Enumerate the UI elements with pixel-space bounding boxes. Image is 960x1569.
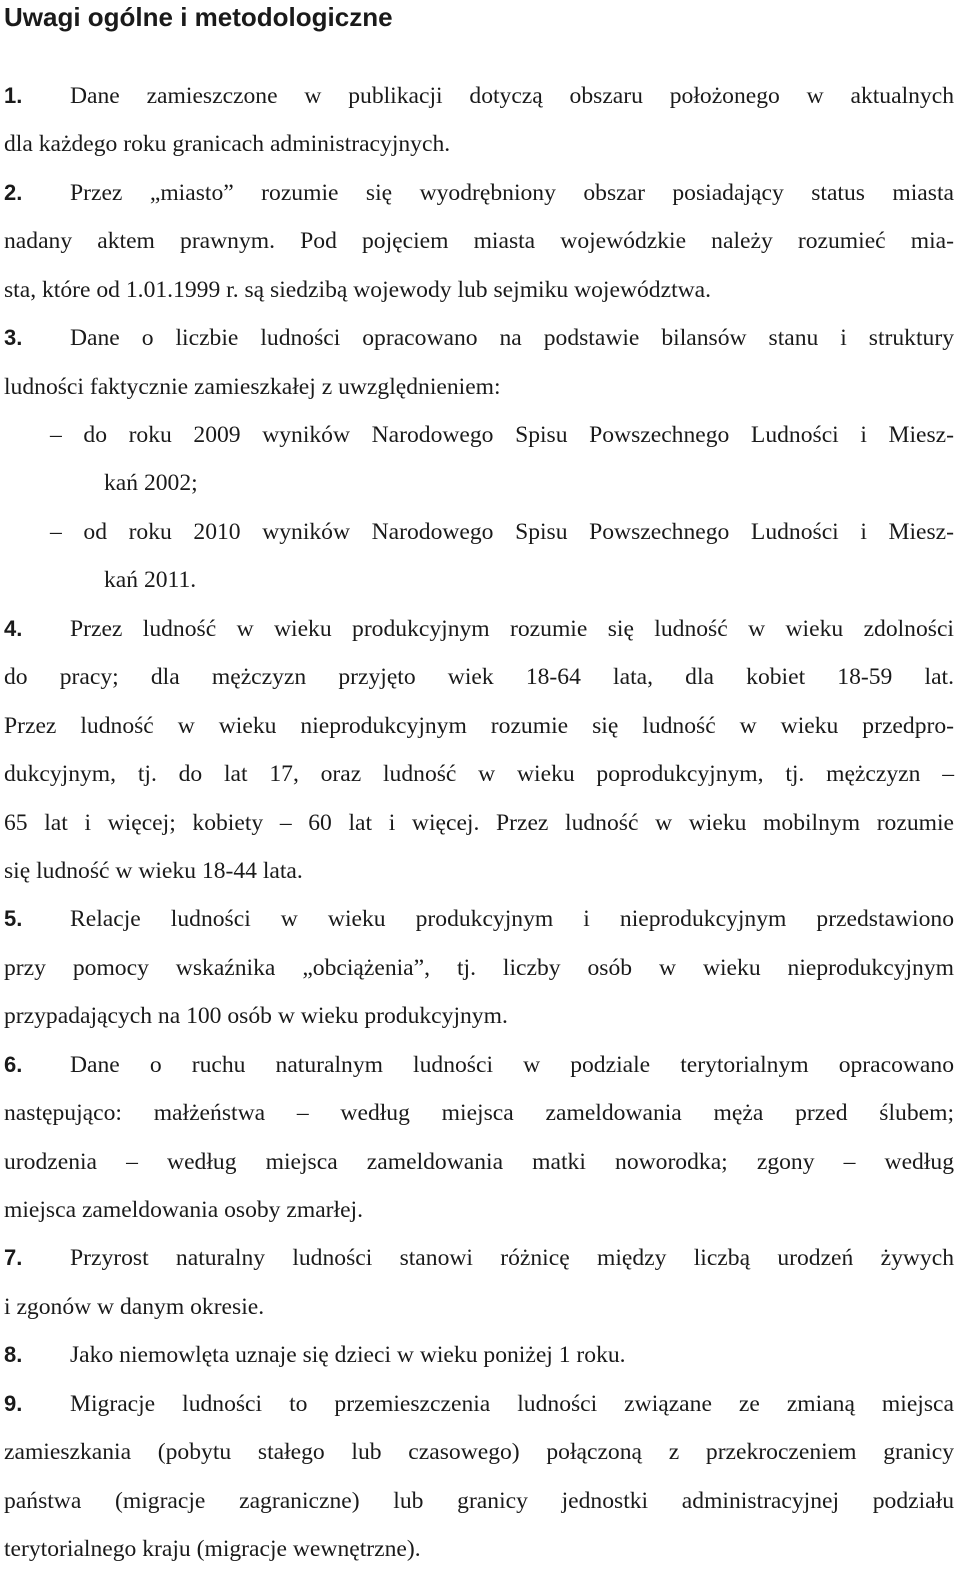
item-2-line-1: 2. Przez „miasto” rozumie się wyodrębniony obszar posiadający status miasta [4, 180, 954, 206]
item-5-line-2: przy pomocy wskaźnika „obciążenia”, tj. liczby osób w wieku nieprodukcyjnym [4, 955, 954, 981]
item-6-line-4: miejsca zameldowania osoby zmarłej. [4, 1197, 364, 1223]
item-4-line-5: 65 lat i więcej; kobiety – 60 lat i więcej. Przez ludność w wieku mobilnym rozumie [4, 810, 954, 836]
item-4-line-1: 4. Przez ludność w wieku produkcyjnym rozumie się ludność w wieku zdolności [4, 616, 954, 642]
item-6-line-2: następująco: małżeństwa – według miejsca zameldowania męża przed ślubem; [4, 1100, 954, 1126]
item-8-line-1: 8. Jako niemowlęta uznaje się dzieci w wieku poniżej 1 roku. [4, 1342, 626, 1368]
item-2-line-3: sta, które od 1.01.1999 r. są siedzibą wojewody lub sejmiku województwa. [4, 277, 712, 303]
item-number: 3. [4, 325, 23, 350]
item-6-line-1: 6. Dane o ruchu naturalnym ludności w podziale terytorialnym opracowano [4, 1052, 954, 1078]
item-number: 6. [4, 1052, 23, 1077]
item-3-bullet-1: – do roku 2009 wyników Narodowego Spisu Powszechnego Ludności i Miesz- [50, 422, 954, 448]
item-9-line-3: państwa (migracje zagraniczne) lub granicy jednostki administracyjnej podziału [4, 1488, 954, 1514]
item-4-line-3: Przez ludność w wieku nieprodukcyjnym rozumie się ludność w wieku przedpro- [4, 713, 954, 739]
item-7-line-1: 7. Przyrost naturalny ludności stanowi różnicę między liczbą urodzeń żywych [4, 1245, 954, 1271]
item-5-line-1: 5. Relacje ludności w wieku produkcyjnym i nieprodukcyjnym przedstawiono [4, 906, 954, 932]
item-3-bullet-1-cont: kań 2002; [104, 470, 198, 496]
item-number: 1. [4, 83, 23, 108]
item-9-line-1: 9. Migracje ludności to przemieszczenia ludności związane ze zmianą miejsca [4, 1391, 954, 1417]
item-1-line-1: 1. Dane zamieszczone w publikacji dotyczą obszaru położonego w aktualnych [4, 83, 954, 109]
item-3-bullet-2-cont: kań 2011. [104, 567, 197, 593]
item-4-line-6: się ludność w wieku 18-44 lata. [4, 858, 303, 884]
item-1-line-2: dla każdego roku granicach administracyjnych. [4, 131, 451, 157]
item-number: 5. [4, 906, 23, 931]
item-9-line-4: terytorialnego kraju (migracje wewnętrzne). [4, 1536, 421, 1562]
item-4-line-4: dukcyjnym, tj. do lat 17, oraz ludność w wieku poprodukcyjnym, tj. mężczyzn – [4, 761, 954, 787]
item-number: 2. [4, 180, 23, 205]
item-9-line-2: zamieszkania (pobytu stałego lub czasowego) połączoną z przekroczeniem granicy [4, 1439, 954, 1465]
item-number: 7. [4, 1245, 23, 1270]
page-title: Uwagi ogólne i metodologiczne [4, 2, 393, 32]
item-4-line-2: do pracy; dla mężczyzn przyjęto wiek 18-64 lata, dla kobiet 18-59 lat. [4, 664, 954, 690]
item-7-line-2: i zgonów w danym okresie. [4, 1294, 265, 1320]
item-number: 8. [4, 1342, 23, 1367]
item-2-line-2: nadany aktem prawnym. Pod pojęciem miasta wojewódzkie należy rozumieć mia- [4, 228, 954, 254]
item-3-bullet-2: – od roku 2010 wyników Narodowego Spisu Powszechnego Ludności i Miesz- [50, 519, 954, 545]
item-6-line-3: urodzenia – według miejsca zameldowania matki noworodka; zgony – według [4, 1149, 954, 1175]
item-3-line-1: 3. Dane o liczbie ludności opracowano na podstawie bilansów stanu i struktury [4, 325, 954, 351]
item-3-line-2: ludności faktycznie zamieszkałej z uwzględnieniem: [4, 374, 501, 400]
item-number: 4. [4, 616, 23, 641]
item-number: 9. [4, 1391, 23, 1416]
item-5-line-3: przypadających na 100 osób w wieku produkcyjnym. [4, 1003, 508, 1029]
